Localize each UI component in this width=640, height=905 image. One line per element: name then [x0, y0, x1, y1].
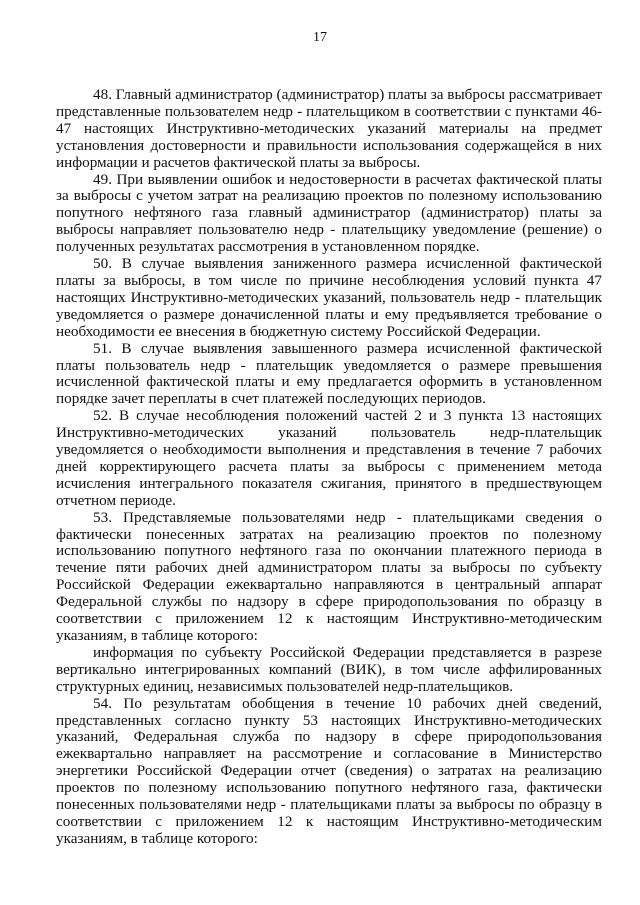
paragraph-53-subitem: информация по субъекту Российской Федерации представляется в разрезе вертикально интегрированных компаний (ВИК), в том числе аффилированных структурных единиц, независимых пользователей недр-плательщиков.	[56, 643, 602, 695]
document-body	[56, 87, 602, 848]
paragraph-48: 48. Главный администратор (администратор) платы за выбросы рассматривает представленные пользователем недр - плательщиком в соответствии с пунктами 46-47 настоящих Инструктивно-методических указаний материалы на предмет установления достоверности и правильности использования содержащейся в них информации и расчетов фактической платы за выбросы.	[56, 86, 603, 171]
paragraph-53: 53. Представляемые пользователями недр - плательщиками сведения о фактически понесенных затратах на реализацию проектов по полезному использованию попутного нефтяного газа по окончании платежного периода в течение пяти рабочих дней администратором платы за выбросы по субъекту Российской Федерации ежеквартально направляются в центральный аппарат Федеральной службы по надзору в сфере природопользования по образцу в соответствии с приложением 12 к настоящим Инструктивно-методическим указаниям, в таблице которого:	[56, 508, 602, 644]
paragraph-52: 52. В случае несоблюдения положений частей 2 и 3 пункта 13 настоящих Инструктивно-методических указаний пользователь недр-плательщик уведомляется о необходимости выполнения и представления в течение 7 рабочих дней корректирующего расчета платы за выбросы с применением метода исчисления интегрального показателя сжигания, принятого в предшествующем отчетном периоде.	[56, 407, 602, 509]
paragraph-54: 54. По результатам обобщения в течение 10 рабочих дней сведений, представленных согласно пункту 53 настоящих Инструктивно-методических указаний, Федеральная служба по надзору в сфере природопользования ежеквартально направляет на рассмотрение и согласование в Министерство энергетики Российской Федерации отчет (сведения) о затратах на реализацию проектов по полезному использованию попутного нефтяного газа, фактически понесенных пользователями недр - плательщиками платы за выбросы по образцу в соответствии с приложением 12 к настоящим Инструктивно-методическим указаниям, в таблице которого:	[56, 694, 602, 847]
paragraph-51: 51. В случае выявления завышенного размера исчисленной фактической платы пользователь недр - плательщик уведомляется о размере превышения исчисленной фактической платы и ему предлагается оформить в установленном порядке зачет переплаты в счет платежей последующих периодов.	[56, 339, 602, 408]
page-number: 17	[313, 30, 327, 45]
paragraph-50: 50. В случае выявления заниженного размера исчисленной фактической платы за выбросы, в том числе по причине несоблюдения условий пункта 47 настоящих Инструктивно-методических указаний, пользователь недр - плательщик уведомляется о размере доначисленной платы и ему предъявляется требование о необходимости ее внесения в бюджетную систему Российской Федерации.	[56, 255, 602, 340]
paragraph-49: 49. При выявлении ошибок и недостоверности в расчетах фактической платы за выбросы с учетом затрат на реализацию проектов по полезному использованию попутного нефтяного газа главный администратор (администратор) платы за выбросы направляет пользователю недр - плательщику уведомление (решение) о полученных результатах рассмотрения в установленном порядке.	[56, 170, 602, 256]
